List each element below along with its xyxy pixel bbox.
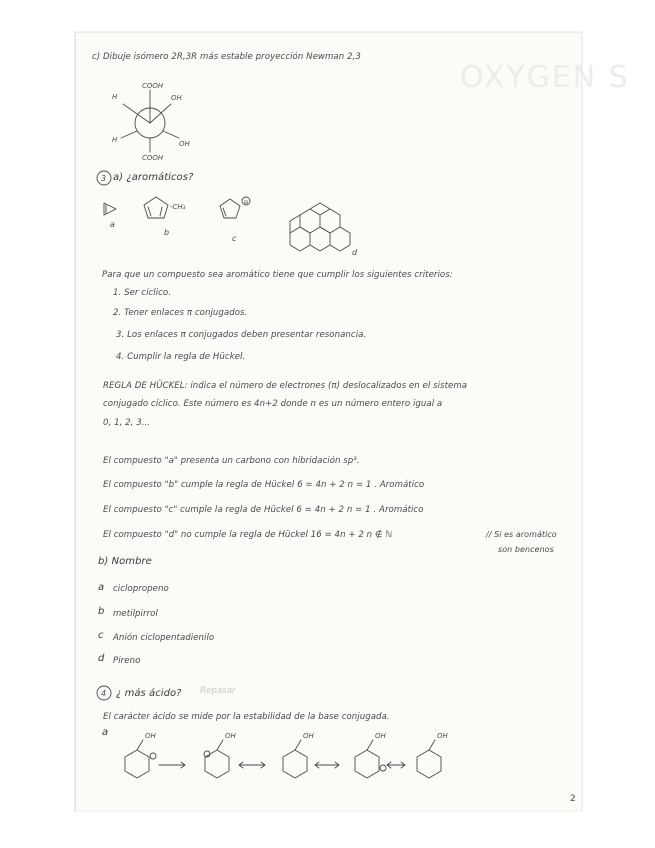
criteria-item: 1. Ser cíclico. (113, 288, 172, 298)
label-d: d (352, 248, 358, 257)
analysis-note: son bencenos (498, 545, 554, 554)
label-b: b (164, 228, 170, 237)
name-value: Pireno (113, 656, 141, 666)
newman-bottom: COOH (142, 154, 164, 162)
molecules-row (98, 193, 398, 263)
newman-lower-right: OH (179, 140, 190, 148)
criteria-item: 2. Tener enlaces π conjugados. (113, 308, 248, 318)
name-value: ciclopropeno (113, 584, 169, 594)
q4-line: El carácter ácido se mide por la estabilidad de la base conjugada. (103, 712, 390, 722)
svg-text:OH: OH (437, 732, 448, 740)
svg-text:OH: OH (225, 732, 236, 740)
label-a: a (110, 220, 115, 229)
huckel-line: conjugado cíclico. Este número es 4n+2 donde n es un número entero igual a (103, 399, 443, 409)
huckel-line: 0, 1, 2, 3... (103, 418, 151, 428)
question-header: c) Dibuje isómero 2R,3R más estable proyección Newman 2,3 (92, 52, 361, 62)
name-letter: a (98, 582, 105, 593)
q3-title: a) ¿aromáticos? (113, 172, 194, 183)
name-value: metilpirrol (113, 609, 158, 619)
part-b-title: b) Nombre (98, 556, 152, 567)
name-letter: c (98, 630, 104, 641)
name-value: Anión ciclopentadienilo (113, 633, 215, 643)
q4-title: ¿ más ácido? (116, 688, 182, 699)
svg-text:3: 3 (101, 174, 107, 183)
analysis-line: El compuesto "d" no cumple la regla de Hückel 16 = 4n + 2 n ∉ ℕ (103, 530, 393, 540)
newman-upper-right: OH (171, 94, 182, 102)
analysis-line: El compuesto "b" cumple la regla de Hückel 6 = 4n + 2 n = 1 . Aromático (103, 480, 425, 490)
name-letter: d (98, 653, 105, 664)
bleed-through-ghost: OXYGEN S (460, 60, 630, 95)
svg-text:OH: OH (145, 732, 156, 740)
q3-number-circle (96, 170, 112, 186)
analysis-note: // Si es aromático (486, 530, 557, 539)
q4-label-a: a (102, 727, 109, 738)
svg-text:OH: OH (375, 732, 386, 740)
svg-text:4: 4 (101, 689, 107, 698)
analysis-line: El compuesto "c" cumple la regla de Hückel 6 = 4n + 2 n = 1 . Aromático (103, 505, 424, 515)
q4-number-circle (96, 685, 112, 701)
criteria-intro: Para que un compuesto sea aromático tiene que cumplir los siguientes criterios: (102, 270, 453, 280)
criteria-item: 4. Cumplir la regla de Hückel. (116, 352, 246, 362)
newman-upper-left: H (112, 93, 118, 101)
page-number: 2 (570, 794, 576, 804)
svg-text:-CH₃: -CH₃ (170, 203, 186, 211)
newman-top: COOH (142, 82, 164, 90)
label-c: c (232, 234, 237, 243)
q4-faint-note: Repasar (200, 686, 236, 696)
criteria-item: 3. Los enlaces π conjugados deben presentar resonancia. (116, 330, 367, 340)
name-letter: b (98, 606, 105, 617)
svg-text:OH: OH (303, 732, 314, 740)
huckel-line: REGLA DE HÜCKEL: indica el número de electrones (π) deslocalizados en el sistema (103, 381, 468, 391)
newman-lower-left: H (112, 136, 118, 144)
newman-projection (105, 80, 225, 170)
svg-text:⊖: ⊖ (243, 199, 249, 206)
resonance-structures (115, 728, 448, 798)
analysis-line: El compuesto "a" presenta un carbono con hibridación sp³. (103, 456, 360, 466)
